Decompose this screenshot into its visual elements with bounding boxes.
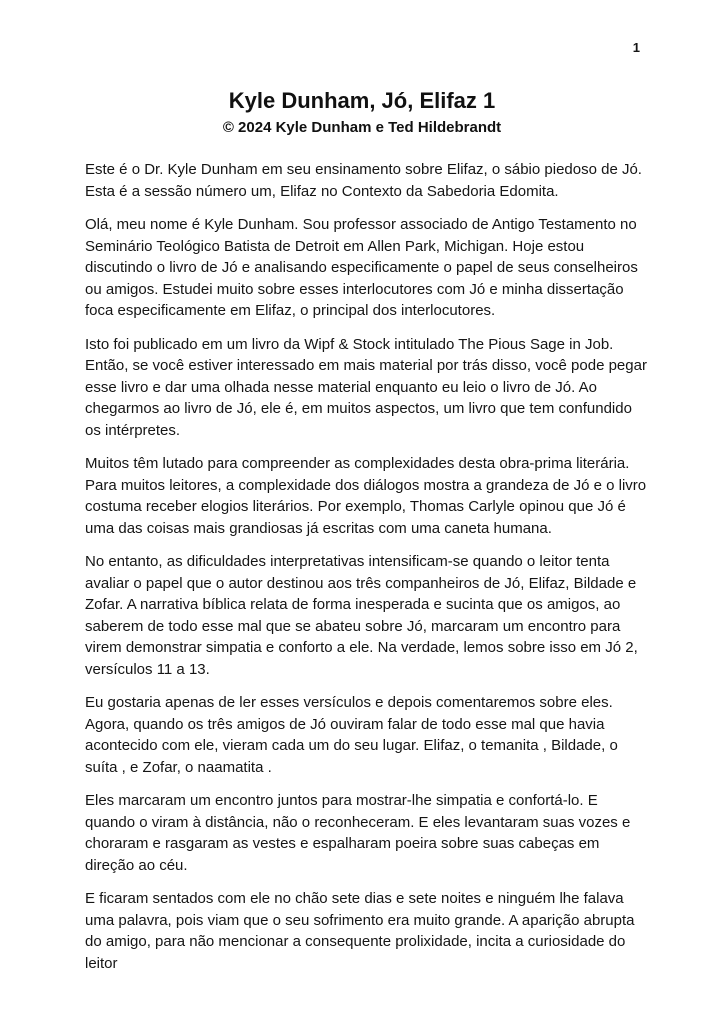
paragraph-seven-days: E ficaram sentados com ele no chão sete dias e sete noites e ninguém lhe falava uma palavra, pois viam que o seu sofrimento era muito grande. A aparição abrupta do amigo, para não mencionar a consequente prolixidade, incita a curiosidade do leitor [85, 890, 635, 972]
paragraph-friends-mourning: Eles marcaram um encontro juntos para mostrar-lhe simpatia e confortá-lo. E quando o viram à distância, não o reconheceram. E eles levantaram suas vozes e choraram e rasgaram as vestes e espalharam poeira sobre suas cabeças em direção ao céu. [85, 792, 631, 874]
document-header [0, 0, 724, 137]
paragraph-intro-session: Este é o Dr. Kyle Dunham em seu ensinamento sobre Elifaz, o sábio piedoso de Jó. Esta é a sessão número um, Elifaz no Contexto da Sabedoria Edomita. [85, 161, 642, 200]
paragraph-self-introduction: Olá, meu nome é Kyle Dunham. Sou professor associado de Antigo Testamento no Seminário Teológico Batista de Detroit em Allen Park, Michigan. Hoje estou discutindo o livro de Jó e analisando especificamente o papel de seus conselheiros ou amigos. Estudei muito sobre esses interlocutores com Jó e minha dissertação foca especificamente em Elifaz, o principal dos interlocutores. [85, 216, 638, 319]
document-body [85, 159, 647, 974]
paragraph-literary-praise: Muitos têm lutado para compreender as complexidades desta obra-prima literária. Para muitos leitores, a complexidade dos diálogos mostra a grandeza de Jó e o livro costuma receber elogios literários. Por exemplo, Thomas Carlyle opinou que Jó é uma das coisas mais grandiosas já escritas com uma caneta humana. [85, 455, 647, 537]
paragraph-job-2-verses: Eu gostaria apenas de ler esses versículos e depois comentaremos sobre eles. Agora, quando os três amigos de Jó ouviram falar de todo esse mal que havia acontecido com ele, vieram cada um do seu lugar. Elifaz, o temanita , Bildade, o suíta , e Zofar, o naamatita . [85, 694, 618, 776]
copyright-line: © 2024 Kyle Dunham e Ted Hildebrandt [222, 119, 502, 136]
document-title: Kyle Dunham, Jó, Elifaz 1 [228, 88, 496, 113]
page-number: 1 [632, 40, 640, 55]
paragraph-interpretive-difficulties: No entanto, as dificuldades interpretativas intensificam-se quando o leitor tenta avaliar o papel que o autor destinou aos três companheiros de Jó, Elifaz, Bildade e Zofar. A narrativa bíblica relata de forma inesperada e sucinta que os amigos, ao saberem de todo esse mal que se abateu sobre Jó, marcaram um encontro para virem demonstrar simpatia e conforto a ele. Na verdade, lemos sobre isso em Jó 2, versículos 11 a 13. [85, 553, 638, 678]
paragraph-book-publication: Isto foi publicado em um livro da Wipf & Stock intitulado The Pious Sage in Job. Então, se você estiver interessado em mais material por trás disso, você pode pegar esse livro e dar uma olhada nesse material enquanto eu leio o livro de Jó. Ao chegarmos ao livro de Jó, ele é, em muitos aspectos, um livro que tem confundido os intérpretes. [85, 335, 647, 439]
